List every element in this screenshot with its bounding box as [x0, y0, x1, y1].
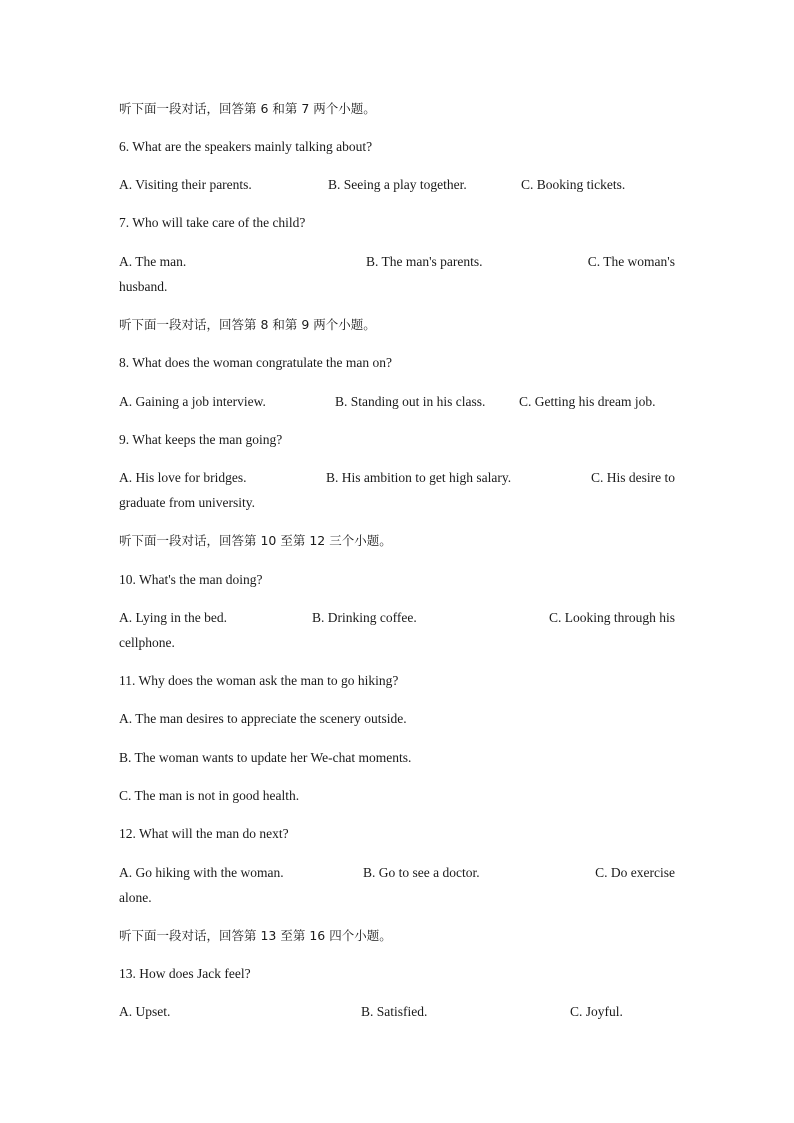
question-11-stem: 11. Why does the woman ask the man to go hiking? — [119, 673, 399, 688]
question-12-option-c: C. Do exercise — [595, 865, 675, 880]
question-12-option-b: B. Go to see a doctor. — [363, 865, 480, 880]
question-12-option-c-continued: alone. — [119, 890, 152, 905]
question-13-option-b: B. Satisfied. — [361, 1004, 428, 1019]
question-7-stem: 7. Who will take care of the child? — [119, 215, 306, 230]
question-8-stem: 8. What does the woman congratulate the man on? — [119, 355, 393, 370]
question-13-option-c: C. Joyful. — [570, 1004, 623, 1019]
question-9-option-a: A. His love for bridges. — [119, 470, 247, 485]
question-6-option-b: B. Seeing a play together. — [328, 177, 467, 192]
question-11-option-c: C. The man is not in good health. — [119, 788, 300, 803]
question-7-option-a: A. The man. — [119, 254, 187, 269]
question-9-option-c-continued: graduate from university. — [119, 495, 255, 510]
section-heading-q8-q9: 听下面一段对话，回答第 8 和第 9 两个小题。 — [119, 317, 376, 332]
question-12-stem: 12. What will the man do next? — [119, 826, 289, 841]
question-10-option-c-continued: cellphone. — [119, 635, 175, 650]
question-12-option-a: A. Go hiking with the woman. — [119, 865, 284, 880]
question-11-option-a: A. The man desires to appreciate the scenery outside. — [119, 711, 407, 726]
question-7-option-b: B. The man's parents. — [366, 254, 483, 269]
question-13-stem: 13. How does Jack feel? — [119, 966, 251, 981]
question-9-option-c: C. His desire to — [591, 470, 675, 485]
question-8-option-b: B. Standing out in his class. — [335, 394, 486, 409]
question-7-option-c-continued: husband. — [119, 279, 168, 294]
question-10-option-b: B. Drinking coffee. — [312, 610, 417, 625]
question-7-option-c: C. The woman's — [587, 254, 675, 269]
question-10-stem: 10. What's the man doing? — [119, 572, 263, 587]
question-10-option-a: A. Lying in the bed. — [119, 610, 227, 625]
question-6-option-a: A. Visiting their parents. — [119, 177, 252, 192]
question-6-option-c: C. Booking tickets. — [521, 177, 626, 192]
section-heading-q13-q16: 听下面一段对话，回答第 13 至第 16 四个小题。 — [119, 928, 392, 943]
question-10-option-c: C. Looking through his — [548, 610, 675, 625]
section-heading-q6-q7: 听下面一段对话，回答第 6 和第 7 两个小题。 — [119, 101, 376, 116]
question-9-option-b: B. His ambition to get high salary. — [326, 470, 512, 485]
question-11-option-b: B. The woman wants to update her We-chat moments. — [119, 750, 412, 765]
question-8-option-a: A. Gaining a job interview. — [119, 394, 266, 409]
section-heading-q10-q12: 听下面一段对话，回答第 10 至第 12 三个小题。 — [119, 533, 392, 548]
question-13-option-a: A. Upset. — [119, 1004, 171, 1019]
question-8-option-c: C. Getting his dream job. — [519, 394, 656, 409]
question-9-stem: 9. What keeps the man going? — [119, 432, 283, 447]
question-6-stem: 6. What are the speakers mainly talking about? — [119, 139, 373, 154]
